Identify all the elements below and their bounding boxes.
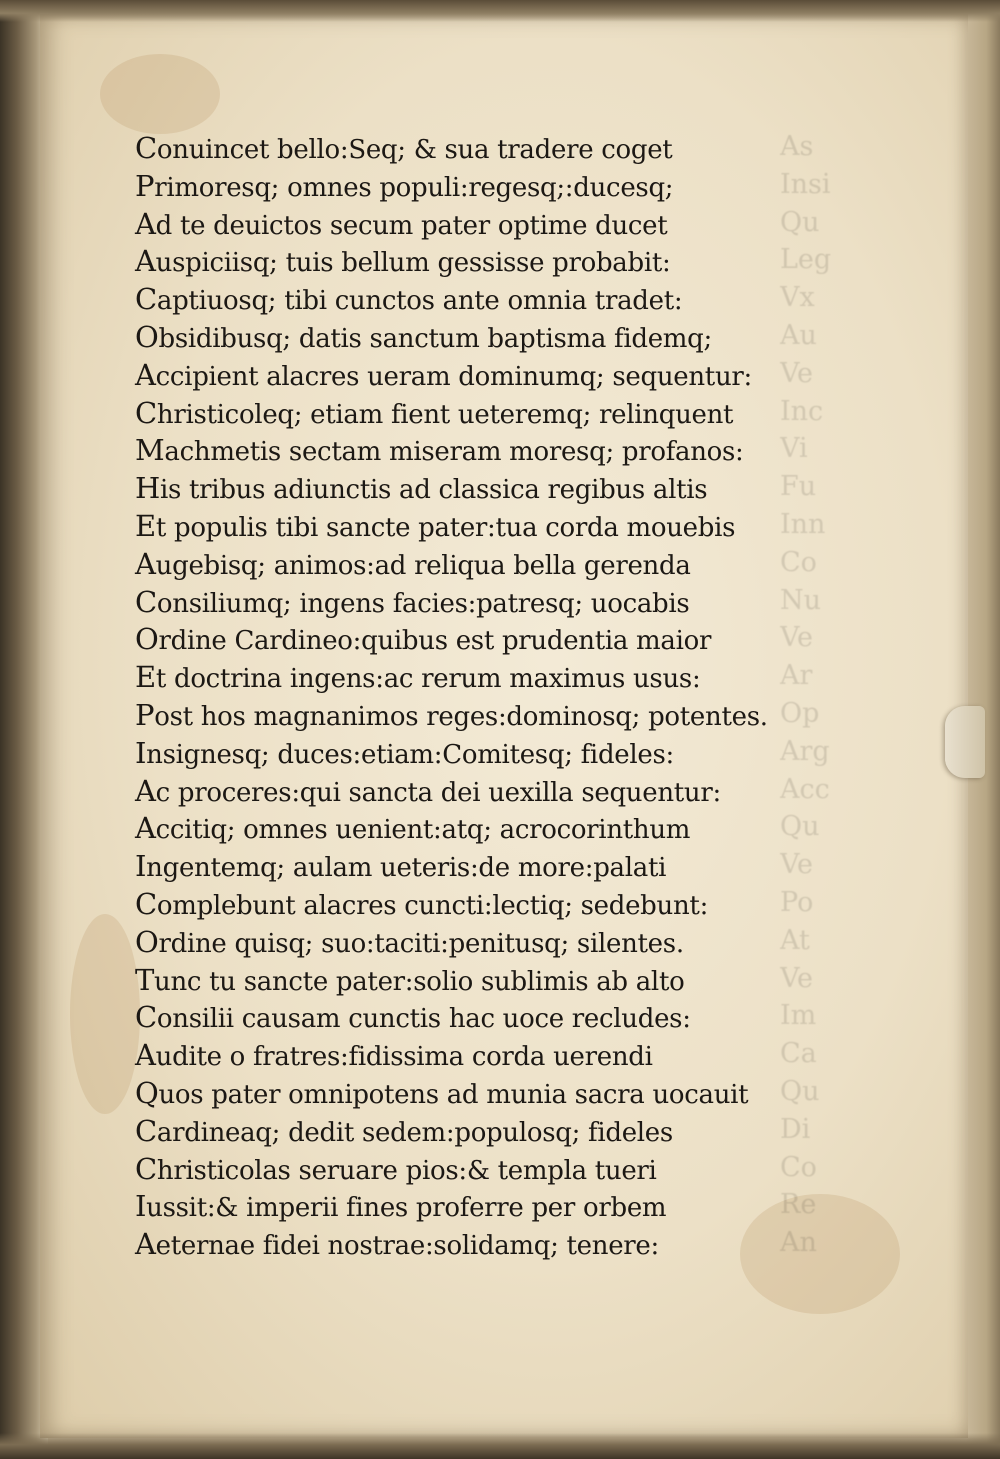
text-line: Conuincet bello:Seq; & sua tradere coget [135,131,673,165]
text-line: Consilii causam cunctis hac uoce recludes: [135,1000,691,1035]
text-line: Accipient alacres ueram dominumq; sequentur: [135,357,752,392]
text-line: Et doctrina ingens:ac rerum maximus usus: [135,660,701,695]
bottom-edge-shadow [0,1433,1000,1459]
text-line: Insignesq; duces:etiam:Comitesq; fideles: [135,735,674,770]
text-line: Christicoleq; etiam fient ueteremq; relinquent [135,395,734,430]
text-line: Auspiciisq; tuis bellum gessisse probabit: [135,244,671,279]
top-edge-shadow [0,0,1000,22]
text-line: Consiliumq; ingens facies:patresq; uocabis [135,584,690,619]
foxing-stain [100,54,220,134]
text-line: Christicolas seruare pios:& templa tueri [135,1151,657,1186]
text-line: His tribus adiunctis ad classica regibus altis [135,471,708,506]
text-line: Captiuosq; tibi cunctos ante omnia tradet: [135,282,683,317]
text-line: Quos pater omnipotens ad munia sacra uocauit [135,1075,749,1110]
text-line: Obsidibusq; datis sanctum baptisma fidemq; [135,319,712,354]
foxing-stain [70,914,140,1114]
text-block [135,130,815,1264]
show-through-text: As Insi Qu Leg Vx Au Ve Inc Vi Fu Inn Co Nu Ve Ar Op Arg Acc Qu Ve Po At Ve Im Ca Qu Di Co Re An [780,131,832,1259]
text-line: Accitiq; omnes uenient:atq; acrocorinthum [135,811,691,846]
text-line: Ingentemq; aulam ueteris:de more:palati [135,849,667,884]
text-line: Complebunt alacres cuncti:lectiq; sedebunt: [135,886,709,921]
text-line: Et populis tibi sancte pater:tua corda mouebis [135,508,736,543]
text-line: Aeternae fidei nostrae:solidamq; tenere: [135,1227,659,1262]
text-line: Cardineaq; dedit sedem:populosq; fideles [135,1113,673,1148]
text-line: Augebisq; animos:ad reliqua bella gerenda [135,546,691,581]
page-marker-tab [945,706,985,778]
text-line: Audite o fratres:fidissima corda uerendi [135,1038,653,1073]
text-line: Iussit:& imperii fines proferre per orbem [135,1189,667,1224]
text-line: Machmetis sectam miseram moresq; profanos: [135,433,744,468]
text-line: Ordine quisq; suo:taciti:penitusq; silentes. [135,924,684,959]
text-line: Ac proceres:qui sancta dei uexilla sequentur: [135,773,721,808]
text-line: Ordine Cardineo:quibus est prudentia maior [135,622,712,657]
text-line: Post hos magnanimos reges:dominosq; potentes. [135,697,768,732]
text-line: Ad te deuictos secum pater optime ducet [135,206,668,241]
text-line: Tunc tu sancte pater:solio sublimis ab alto [135,962,685,997]
text-line: Primoresq; omnes populi:regesq;:ducesq; [135,168,674,203]
